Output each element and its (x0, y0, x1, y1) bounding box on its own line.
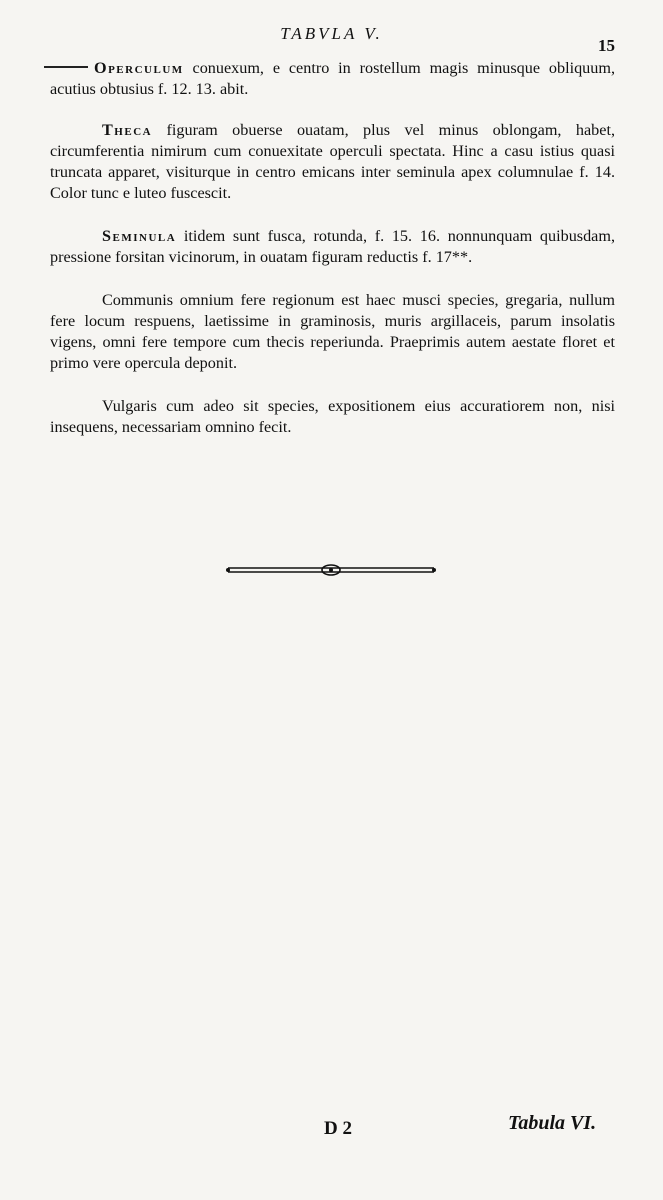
paragraph-text: Communis omnium fere regionum est haec musci species, gregaria, nullum fere locum respuens, laetissime in graminosis, muris argillaceis, parum insolatis vigens, omni fere tempore cum thecis reperiunda. Praeprimis autem aestate floret et primo vere opercula deponit. (50, 291, 615, 372)
paragraph-conclusion (50, 396, 615, 438)
paragraph-operculum (50, 58, 615, 100)
paragraph-lead: Theca (102, 121, 153, 139)
paragraph-text: conuexum, e centro in rostellum magis minusque obliquum, acutius obtusius f. 12. 13. abit. (50, 59, 615, 98)
catchword: Tabula VI. (508, 1112, 597, 1134)
paragraph-lead: Seminula (102, 227, 177, 245)
paragraph-text: figuram obuerse ouatam, plus vel minus oblongam, habet, circumferentia nimirum cum conuexitate operculi spectata. Hinc a casu istius quasi truncata apparet, visiturque in centro emicans inter seminula apex columnulae f. 14. Color tunc e luteo fuscescit. (50, 121, 615, 202)
signature-mark: D 2 (324, 1118, 352, 1139)
dash-mark (44, 66, 88, 68)
paragraph-text: Vulgaris cum adeo sit species, expositionem eius accuratiorem non, nisi insequens, necessariam omnino fecit. (50, 397, 615, 436)
paragraph-habitat (50, 290, 615, 374)
running-title: TABVLA V. (280, 24, 383, 43)
paragraph-text: itidem sunt fusca, rotunda, f. 15. 16. nonnunquam quibusdam, pressione forsitan vicinorum, in ouatam figuram reductis f. 17**. (50, 227, 615, 266)
paragraph-seminula (50, 226, 615, 268)
ornament-rule (226, 562, 436, 578)
paragraph-lead: Operculum (94, 59, 184, 77)
paragraph-theca (50, 120, 615, 204)
page-number: 15 (598, 36, 615, 55)
